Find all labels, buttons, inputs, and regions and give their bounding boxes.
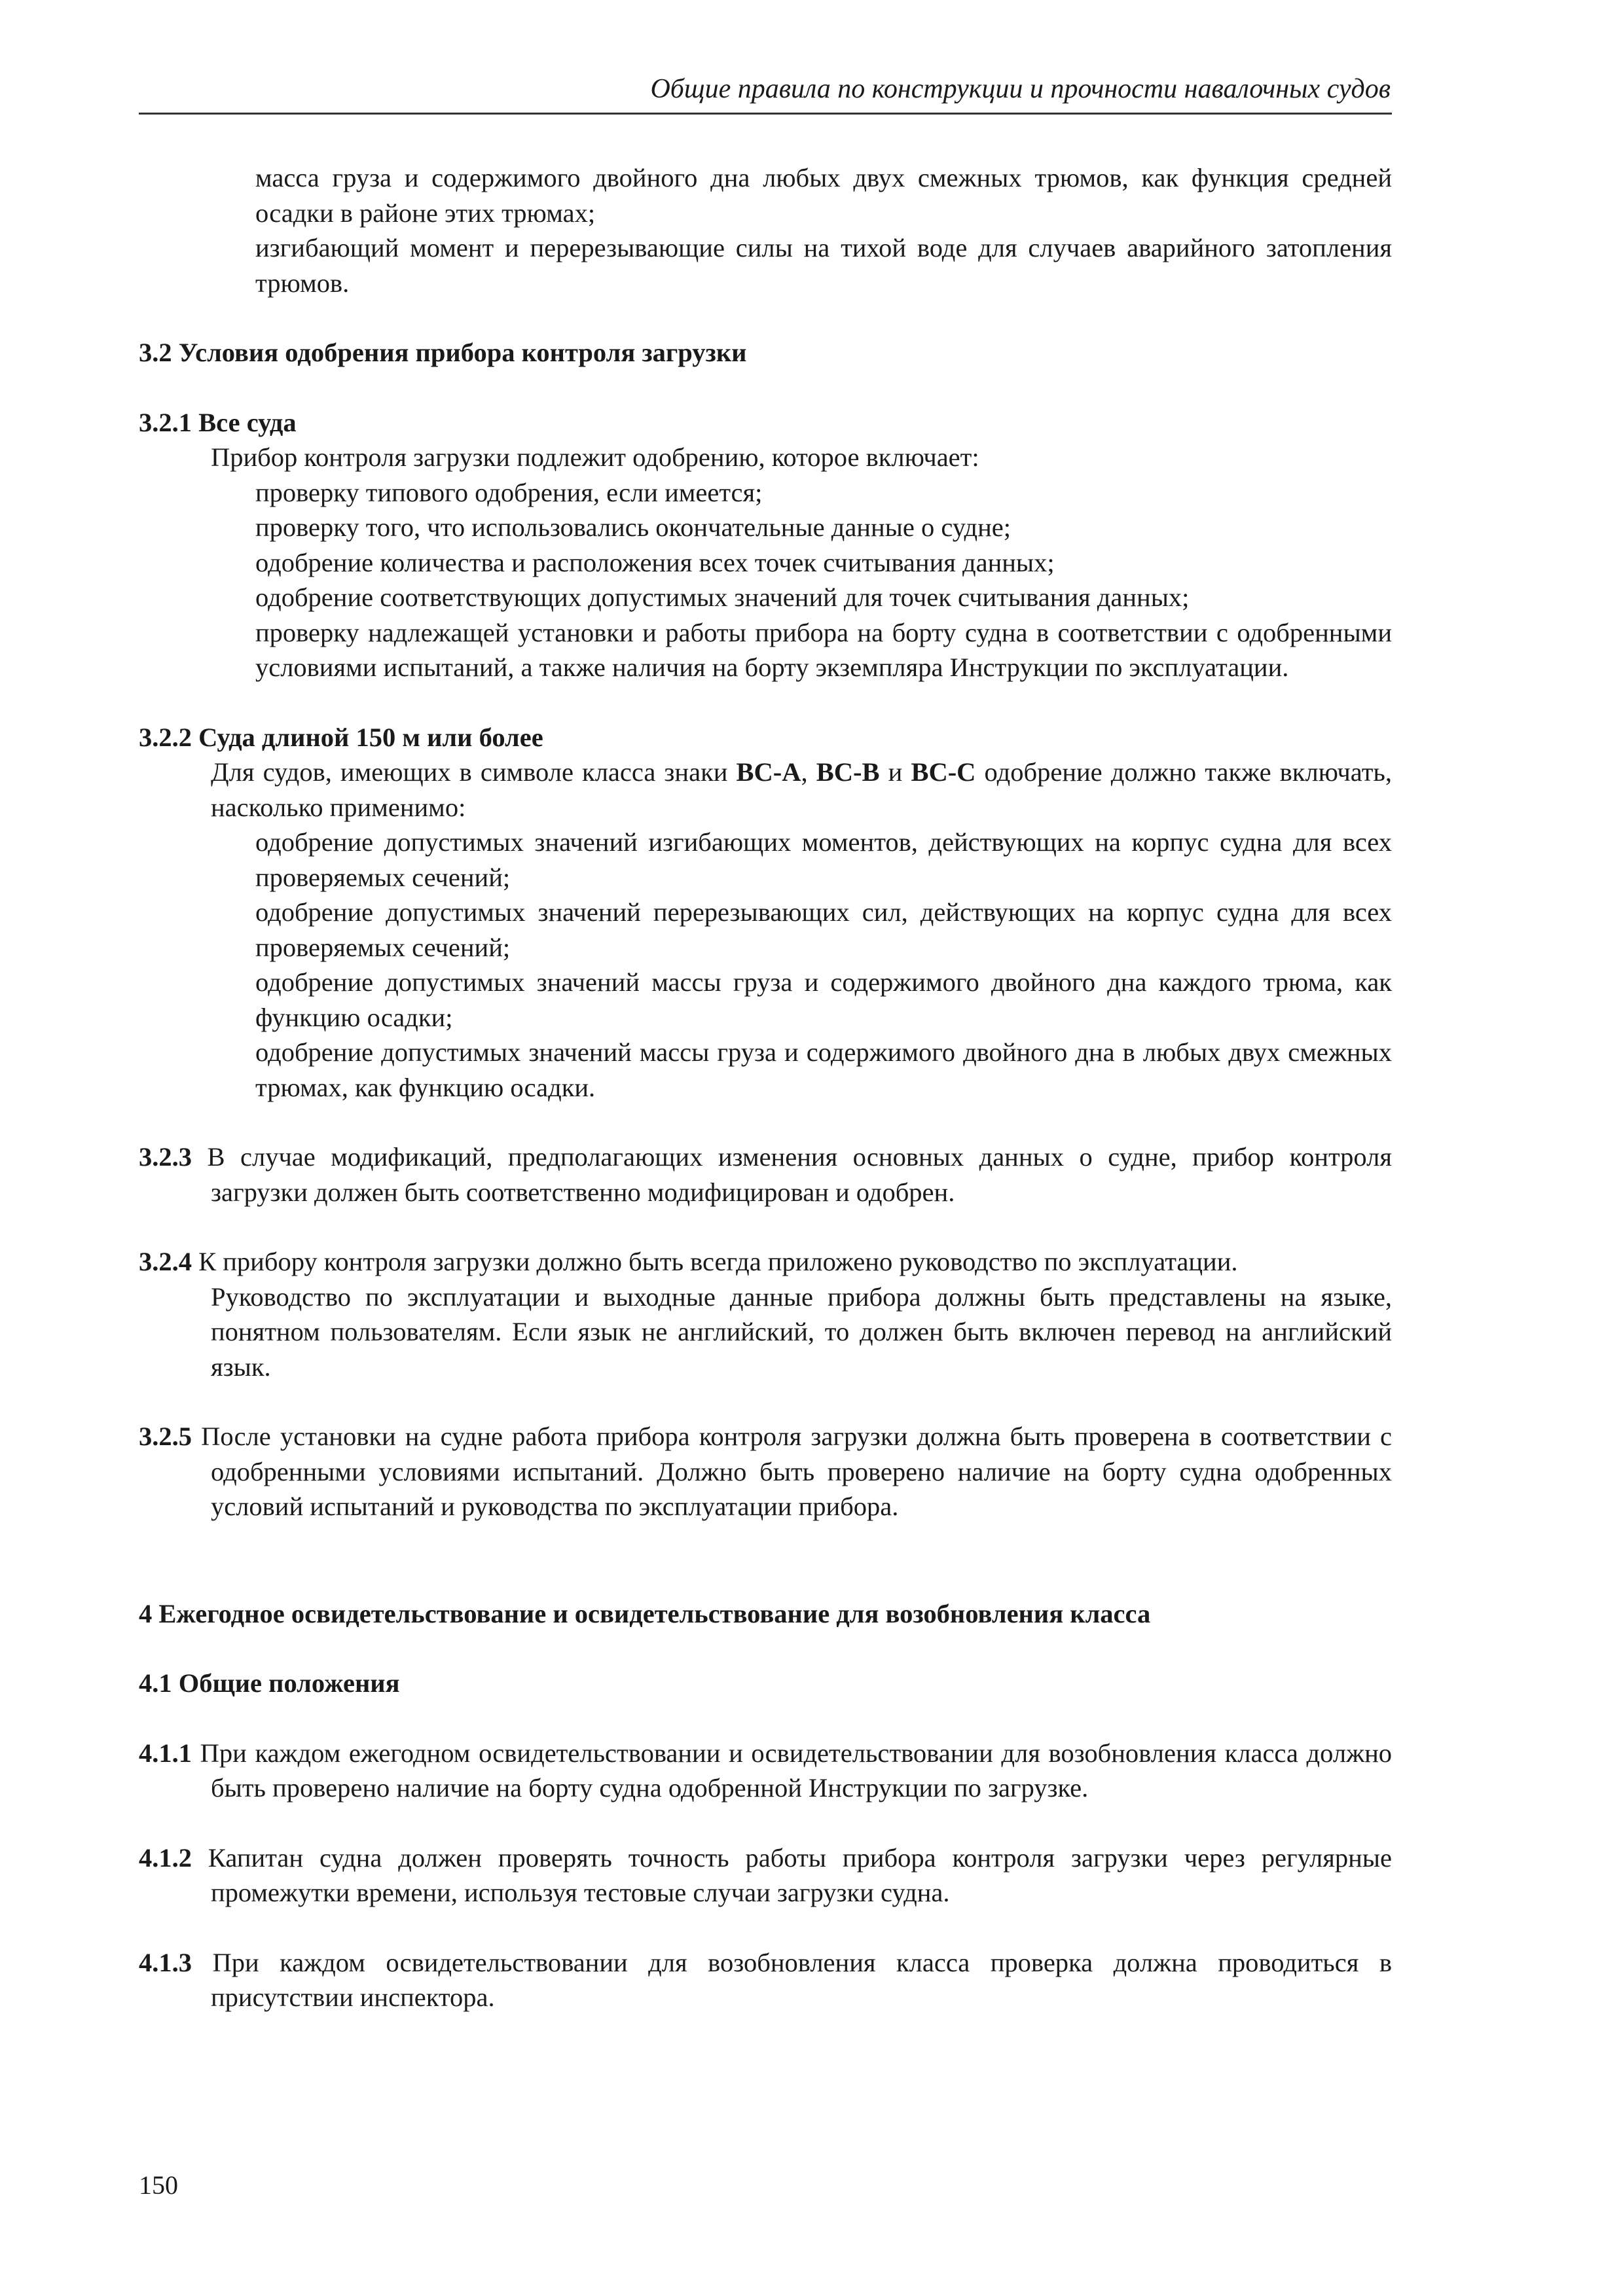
clause-text: В случае модификаций, предполагающих изменения основных данных о судне, прибор контроля загрузки должен быть соответственно модифицирован и одобрен. xyxy=(192,1142,1392,1207)
clause-3-2-3 xyxy=(139,1139,1392,1210)
separator: и xyxy=(879,757,911,787)
lead-text: Для судов, имеющих в символе класса знаки xyxy=(211,757,737,787)
list-item: одобрение допустимых значений массы груза и содержимого двойного дна каждого трюма, как функцию осадки; xyxy=(255,967,1392,1032)
list-item: проверку надлежащей установки и работы прибора на борту судна в соответствии с одобренными условиями испытаний, а также наличия на борту экземпляра Инструкции по эксплуатации. xyxy=(255,617,1392,682)
clause-number: 3.2.3 xyxy=(139,1142,192,1172)
section-heading-4-1: 4.1 Общие положения xyxy=(139,1668,400,1698)
list-item: проверку того, что использовались окончательные данные о судне; xyxy=(255,512,1011,542)
section-heading-4: 4 Ежегодное освидетельствование и освидетельствование для возобновления класса xyxy=(139,1598,1151,1628)
class-notation: BC-A xyxy=(736,757,801,787)
clause-number: 3.2.5 xyxy=(139,1422,192,1451)
list-item: одобрение допустимых значений перерезывающих сил, действующих на корпус судна для всех проверяемых сечений; xyxy=(255,897,1392,962)
clause-text: При каждом ежегодном освидетельствовании и освидетельствовании для возобновления класса должно быть проверено наличие на борту судна одобренной Инструкции по загрузке. xyxy=(192,1738,1392,1803)
clause-3-2-5 xyxy=(139,1419,1392,1524)
clause-text: К прибору контроля загрузки должно быть всегда приложено руководство по эксплуатации. xyxy=(192,1247,1238,1276)
intro-item: масса груза и содержимого двойного дна любых двух смежных трюмов, как функция средней осадки в районе этих трюмах; xyxy=(255,163,1392,228)
list-item: одобрение допустимых значений массы груза и содержимого двойного дна в любых двух смежных трюмах, как функцию осадки. xyxy=(255,1037,1392,1102)
list-item: одобрение допустимых значений изгибающих моментов, действующих на корпус судна для всех проверяемых сечений; xyxy=(255,827,1392,892)
intro-item: изгибающий момент и перерезывающие силы на тихой воде для случаев аварийного затопления трюмов. xyxy=(255,233,1392,298)
section-heading-3-2: 3.2 Условия одобрения прибора контроля загрузки xyxy=(139,338,747,367)
section-lead: Прибор контроля загрузки подлежит одобрению, которое включает: xyxy=(211,442,979,472)
clause-3-2-4 xyxy=(139,1244,1392,1280)
header-rule xyxy=(139,113,1392,115)
section-heading-3-2-1: 3.2.1 Все суда xyxy=(139,407,297,437)
clause-number: 4.1.1 xyxy=(139,1738,192,1768)
clause-number: 4.1.2 xyxy=(139,1842,192,1873)
clause-text: Капитан судна должен проверять точность работы прибора контроля загрузки через регулярные промежутки времени, используя тестовые случаи загрузки судна. xyxy=(192,1842,1392,1907)
clause-text: При каждом освидетельствовании для возобновления класса проверка должна проводиться в присутствии инспектора. xyxy=(192,1947,1392,2012)
clause-number: 4.1.3 xyxy=(139,1947,192,1977)
clause-continuation: Руководство по эксплуатации и выходные данные прибора должны быть представлены на языке, понятном пользователям. Если язык не английский, то должен быть включен перевод на английский язык. xyxy=(211,1282,1392,1382)
section-heading-3-2-2: 3.2.2 Суда длиной 150 м или более xyxy=(139,722,543,752)
separator: , xyxy=(801,757,816,787)
list-item: одобрение соответствующих допустимых значений для точек считывания данных; xyxy=(255,583,1190,612)
clause-4-1-2 xyxy=(139,1840,1392,1910)
clause-text: После установки на судне работа прибора контроля загрузки должна быть проверена в соответствии с одобренными условиями испытаний. Должно быть проверено наличие на борту судна одобренных условий испытаний и руководства по эксплуатации прибора. xyxy=(192,1422,1392,1521)
section-lead xyxy=(139,755,1392,825)
class-notation: BC-B xyxy=(816,757,880,787)
page-number: 150 xyxy=(139,2170,178,2200)
clause-4-1-1 xyxy=(139,1736,1392,1806)
list-item: одобрение количества и расположения всех точек считывания данных; xyxy=(255,547,1055,577)
class-notation: BC-C xyxy=(911,757,976,787)
list-item: проверку типового одобрения, если имеется; xyxy=(255,477,763,507)
running-header-title: Общие правила по конструкции и прочности навалочных судов xyxy=(650,74,1391,104)
lead-text: одобрение должно также включать, насколько применимо: xyxy=(211,757,1392,822)
clause-4-1-3 xyxy=(139,1945,1392,2015)
page-body xyxy=(139,160,1392,2015)
clause-number: 3.2.4 xyxy=(139,1247,192,1276)
